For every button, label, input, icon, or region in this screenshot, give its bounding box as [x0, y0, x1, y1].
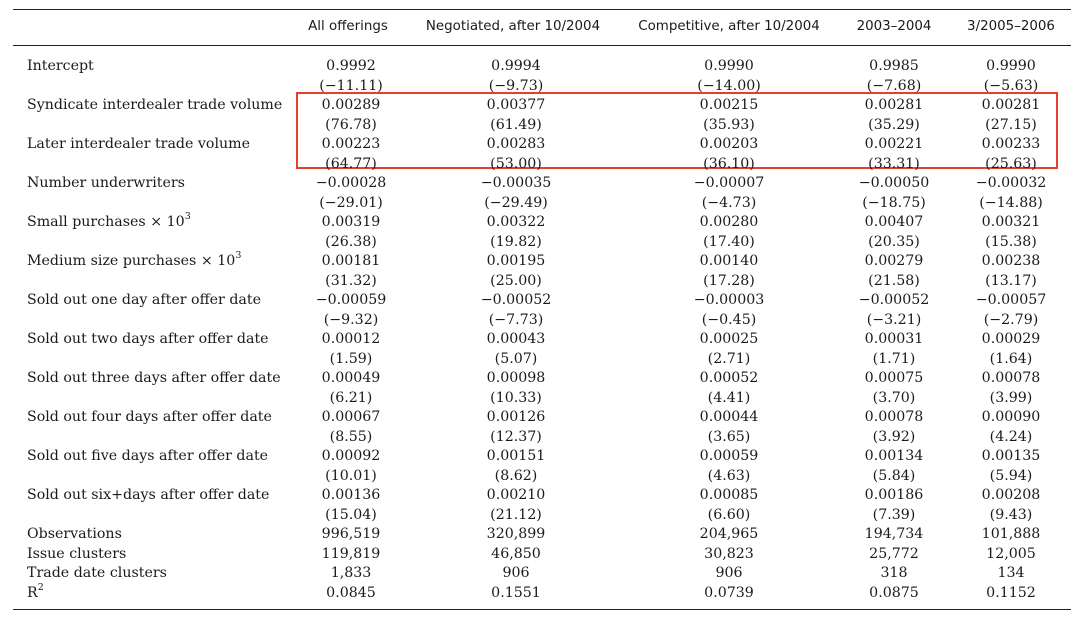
- label-superscript: 2: [37, 581, 44, 593]
- tstat-cell: (−14.88): [979, 194, 1043, 211]
- coefficient-cell: 0.00078: [981, 370, 1041, 386]
- summary-cell: 318: [880, 565, 908, 581]
- tstat-cell: (1.64): [989, 350, 1033, 367]
- row-label: [27, 369, 281, 387]
- tstat-cell: (35.93): [703, 116, 755, 133]
- tstat-cell: (−7.73): [488, 311, 544, 328]
- row-label: [27, 174, 185, 192]
- tstat-cell: (3.65): [707, 428, 751, 445]
- coefficient-cell: 0.00195: [486, 253, 546, 269]
- tstat-cell: (27.15): [985, 116, 1037, 133]
- label-text: Sold out four days after offer date: [27, 409, 272, 425]
- tstat-cell: (25.63): [985, 155, 1037, 172]
- coefficient-cell: 0.00012: [321, 331, 381, 347]
- coefficient-cell: 0.00134: [864, 448, 924, 464]
- coefficient-cell: −0.00050: [858, 175, 930, 191]
- label-text: Trade date clusters: [27, 565, 167, 581]
- tstat-cell: (4.63): [707, 467, 751, 484]
- tstat-cell: (21.58): [868, 272, 920, 289]
- coefficient-cell: 0.00049: [321, 370, 381, 386]
- coefficient-cell: 0.00031: [864, 331, 924, 347]
- summary-cell: 134: [997, 565, 1025, 581]
- tstat-cell: (61.49): [490, 116, 542, 133]
- summary-cell: 46,850: [491, 545, 541, 562]
- label-text: R: [27, 584, 38, 601]
- tstat-cell: (5.84): [872, 467, 916, 484]
- summary-cell: 30,823: [704, 545, 754, 562]
- summary-cell: 25,772: [869, 545, 919, 562]
- tstat-cell: (3.70): [872, 389, 916, 406]
- coefficient-cell: 0.00208: [981, 487, 1041, 503]
- tstat-cell: (−9.73): [488, 77, 544, 94]
- coefficient-cell: 0.00215: [699, 97, 759, 113]
- coefficient-cell: 0.00140: [699, 253, 759, 269]
- top-rule: [13, 9, 1071, 10]
- coefficient-cell: 0.00052: [699, 370, 759, 386]
- row-label: [27, 135, 250, 153]
- tstat-cell: (3.92): [872, 428, 916, 445]
- coefficient-cell: −0.00028: [315, 175, 387, 191]
- label-text: Sold out five days after offer date: [27, 448, 269, 464]
- tstat-cell: (26.38): [325, 233, 377, 250]
- summary-cell: 0.0875: [869, 584, 919, 601]
- tstat-cell: (−4.73): [701, 194, 757, 211]
- tstat-cell: (8.55): [329, 428, 373, 445]
- bottom-rule: [13, 609, 1071, 610]
- summary-cell: 204,965: [699, 526, 759, 542]
- label-text: Small purchases × 10: [27, 214, 185, 230]
- coefficient-cell: 0.00151: [486, 448, 546, 464]
- coefficient-cell: 0.00279: [864, 253, 924, 269]
- row-label: [27, 408, 272, 426]
- coefficient-cell: 0.00126: [486, 409, 546, 425]
- summary-label: [27, 581, 44, 602]
- summary-label: [27, 564, 167, 582]
- tstat-cell: (−18.75): [862, 194, 926, 211]
- coefficient-cell: −0.00032: [975, 175, 1047, 191]
- tstat-cell: (76.78): [325, 116, 377, 133]
- coefficient-cell: 0.00186: [864, 487, 924, 503]
- tstat-cell: (5.07): [494, 350, 538, 367]
- coefficient-cell: 0.00281: [864, 97, 924, 113]
- row-label: [27, 486, 269, 504]
- coefficient-cell: −0.00059: [315, 292, 387, 308]
- row-label: [27, 252, 241, 270]
- tstat-cell: (19.82): [490, 233, 542, 250]
- tstat-cell: (25.00): [490, 272, 542, 289]
- summary-cell: 320,899: [486, 526, 546, 542]
- coefficient-cell: −0.00035: [480, 175, 552, 191]
- tstat-cell: (−3.21): [866, 311, 922, 328]
- summary-cell: 101,888: [981, 526, 1041, 542]
- row-label: [27, 213, 191, 231]
- coefficient-cell: 0.9992: [326, 58, 376, 74]
- tstat-cell: (15.38): [985, 233, 1037, 250]
- header-rule: [13, 45, 1071, 46]
- coefficient-cell: 0.00092: [321, 448, 381, 464]
- coefficient-cell: 0.00078: [864, 409, 924, 425]
- coefficient-cell: 0.00377: [486, 97, 546, 113]
- coefficient-cell: 0.00136: [321, 487, 381, 503]
- label-text: Intercept: [27, 58, 94, 74]
- row-label: [27, 330, 269, 348]
- tstat-cell: (5.94): [989, 467, 1033, 484]
- summary-cell: 996,519: [321, 526, 381, 542]
- summary-label: [27, 545, 126, 563]
- summary-cell: 906: [715, 565, 743, 581]
- label-text: Observations: [27, 526, 122, 542]
- row-label: [27, 447, 268, 465]
- tstat-cell: (−9.32): [323, 311, 379, 328]
- coefficient-cell: 0.9994: [491, 58, 541, 74]
- tstat-cell: (2.71): [707, 350, 751, 367]
- label-text: Sold out three days after offer date: [27, 370, 281, 386]
- label-text: Sold out two days after offer date: [27, 331, 269, 347]
- label-text: Number underwriters: [27, 175, 185, 191]
- coefficient-cell: 0.00085: [699, 487, 759, 503]
- coefficient-cell: 0.00289: [321, 97, 381, 113]
- tstat-cell: (1.71): [872, 350, 916, 367]
- tstat-cell: (6.21): [329, 389, 373, 406]
- header-2003-2004: 2003–2004: [856, 19, 932, 34]
- tstat-cell: (36.10): [703, 155, 755, 172]
- coefficient-cell: −0.00052: [858, 292, 930, 308]
- tstat-cell: (10.01): [325, 467, 377, 484]
- label-text: Later interdealer trade volume: [27, 136, 250, 152]
- tstat-cell: (4.24): [989, 428, 1033, 445]
- summary-cell: 0.0845: [326, 584, 376, 601]
- coefficient-cell: 0.00181: [321, 253, 381, 269]
- tstat-cell: (64.77): [325, 155, 377, 172]
- tstat-cell: (−29.01): [319, 194, 383, 211]
- tstat-cell: (17.40): [703, 233, 755, 250]
- header-all-offerings: All offerings: [308, 19, 388, 34]
- tstat-cell: (−7.68): [866, 77, 922, 94]
- summary-cell: 0.1152: [986, 584, 1036, 601]
- coefficient-cell: 0.00407: [864, 214, 924, 230]
- label-superscript: 3: [184, 211, 191, 223]
- tstat-cell: (−11.11): [319, 77, 383, 94]
- tstat-cell: (4.41): [707, 389, 751, 406]
- tstat-cell: (13.17): [985, 272, 1037, 289]
- tstat-cell: (9.43): [989, 506, 1033, 523]
- label-text: Sold out one day after offer date: [27, 292, 261, 308]
- label-text: Issue clusters: [27, 545, 127, 562]
- coefficient-cell: 0.00238: [981, 253, 1041, 269]
- tstat-cell: (53.00): [490, 155, 542, 172]
- summary-cell: 0.1551: [491, 584, 541, 601]
- tstat-cell: (10.33): [490, 389, 542, 406]
- coefficient-cell: 0.00283: [486, 136, 546, 152]
- tstat-cell: (33.31): [868, 155, 920, 172]
- coefficient-cell: −0.00052: [480, 292, 552, 308]
- summary-cell: 194,734: [864, 526, 924, 542]
- highlight-box: [296, 92, 1058, 169]
- coefficient-cell: 0.00233: [981, 136, 1041, 152]
- tstat-cell: (−0.45): [701, 311, 757, 328]
- coefficient-cell: 0.00135: [981, 448, 1041, 464]
- coefficient-cell: 0.00322: [486, 214, 546, 230]
- tstat-cell: (31.32): [325, 272, 377, 289]
- coefficient-cell: 0.00044: [699, 409, 759, 425]
- coefficient-cell: 0.00319: [321, 214, 381, 230]
- coefficient-cell: 0.00280: [699, 214, 759, 230]
- header-negotiated: Negotiated, after 10/2004: [425, 19, 601, 34]
- tstat-cell: (−2.79): [983, 311, 1039, 328]
- tstat-cell: (−29.49): [484, 194, 548, 211]
- header-competitive: Competitive, after 10/2004: [638, 19, 820, 34]
- coefficient-cell: −0.00003: [693, 292, 765, 308]
- coefficient-cell: 0.00098: [486, 370, 546, 386]
- header-2005-2006: 3/2005–2006: [967, 19, 1055, 34]
- coefficient-cell: 0.00029: [981, 331, 1041, 347]
- row-label: [27, 96, 282, 114]
- summary-label: [27, 525, 122, 543]
- summary-cell: 12,005: [986, 545, 1036, 562]
- summary-cell: 0.0739: [704, 584, 754, 601]
- label-text: Sold out six+days after offer date: [27, 487, 270, 503]
- summary-cell: 119,819: [321, 545, 381, 562]
- tstat-cell: (15.04): [325, 506, 377, 523]
- tstat-cell: (−5.63): [983, 77, 1039, 94]
- label-superscript: 3: [235, 250, 242, 262]
- coefficient-cell: 0.9985: [869, 58, 919, 74]
- coefficient-cell: 0.00281: [981, 97, 1041, 113]
- summary-cell: 1,833: [330, 565, 372, 581]
- tstat-cell: (7.39): [872, 506, 916, 523]
- tstat-cell: (1.59): [329, 350, 373, 367]
- tstat-cell: (17.28): [703, 272, 755, 289]
- tstat-cell: (35.29): [868, 116, 920, 133]
- coefficient-cell: 0.00223: [321, 136, 381, 152]
- coefficient-cell: 0.9990: [704, 58, 754, 74]
- coefficient-cell: 0.00321: [981, 214, 1041, 230]
- summary-cell: 906: [502, 565, 530, 581]
- tstat-cell: (6.60): [707, 506, 751, 523]
- coefficient-cell: 0.00221: [864, 136, 924, 152]
- coefficient-cell: 0.00067: [321, 409, 381, 425]
- coefficient-cell: 0.00090: [981, 409, 1041, 425]
- coefficient-cell: 0.00075: [864, 370, 924, 386]
- label-text: Medium size purchases × 10: [27, 253, 236, 269]
- tstat-cell: (3.99): [989, 389, 1033, 406]
- tstat-cell: (20.35): [868, 233, 920, 250]
- tstat-cell: (8.62): [494, 467, 538, 484]
- coefficient-cell: 0.00203: [699, 136, 759, 152]
- tstat-cell: (12.37): [490, 428, 542, 445]
- coefficient-cell: 0.9990: [986, 58, 1036, 74]
- coefficient-cell: −0.00007: [693, 175, 765, 191]
- coefficient-cell: 0.00025: [699, 331, 759, 347]
- coefficient-cell: 0.00210: [486, 487, 546, 503]
- tstat-cell: (−14.00): [697, 77, 761, 94]
- row-label: [27, 57, 94, 75]
- row-label: [27, 291, 261, 309]
- label-text: Syndicate interdealer trade volume: [27, 97, 283, 113]
- coefficient-cell: 0.00043: [486, 331, 546, 347]
- coefficient-cell: 0.00059: [699, 448, 759, 464]
- tstat-cell: (21.12): [490, 506, 542, 523]
- coefficient-cell: −0.00057: [975, 292, 1047, 308]
